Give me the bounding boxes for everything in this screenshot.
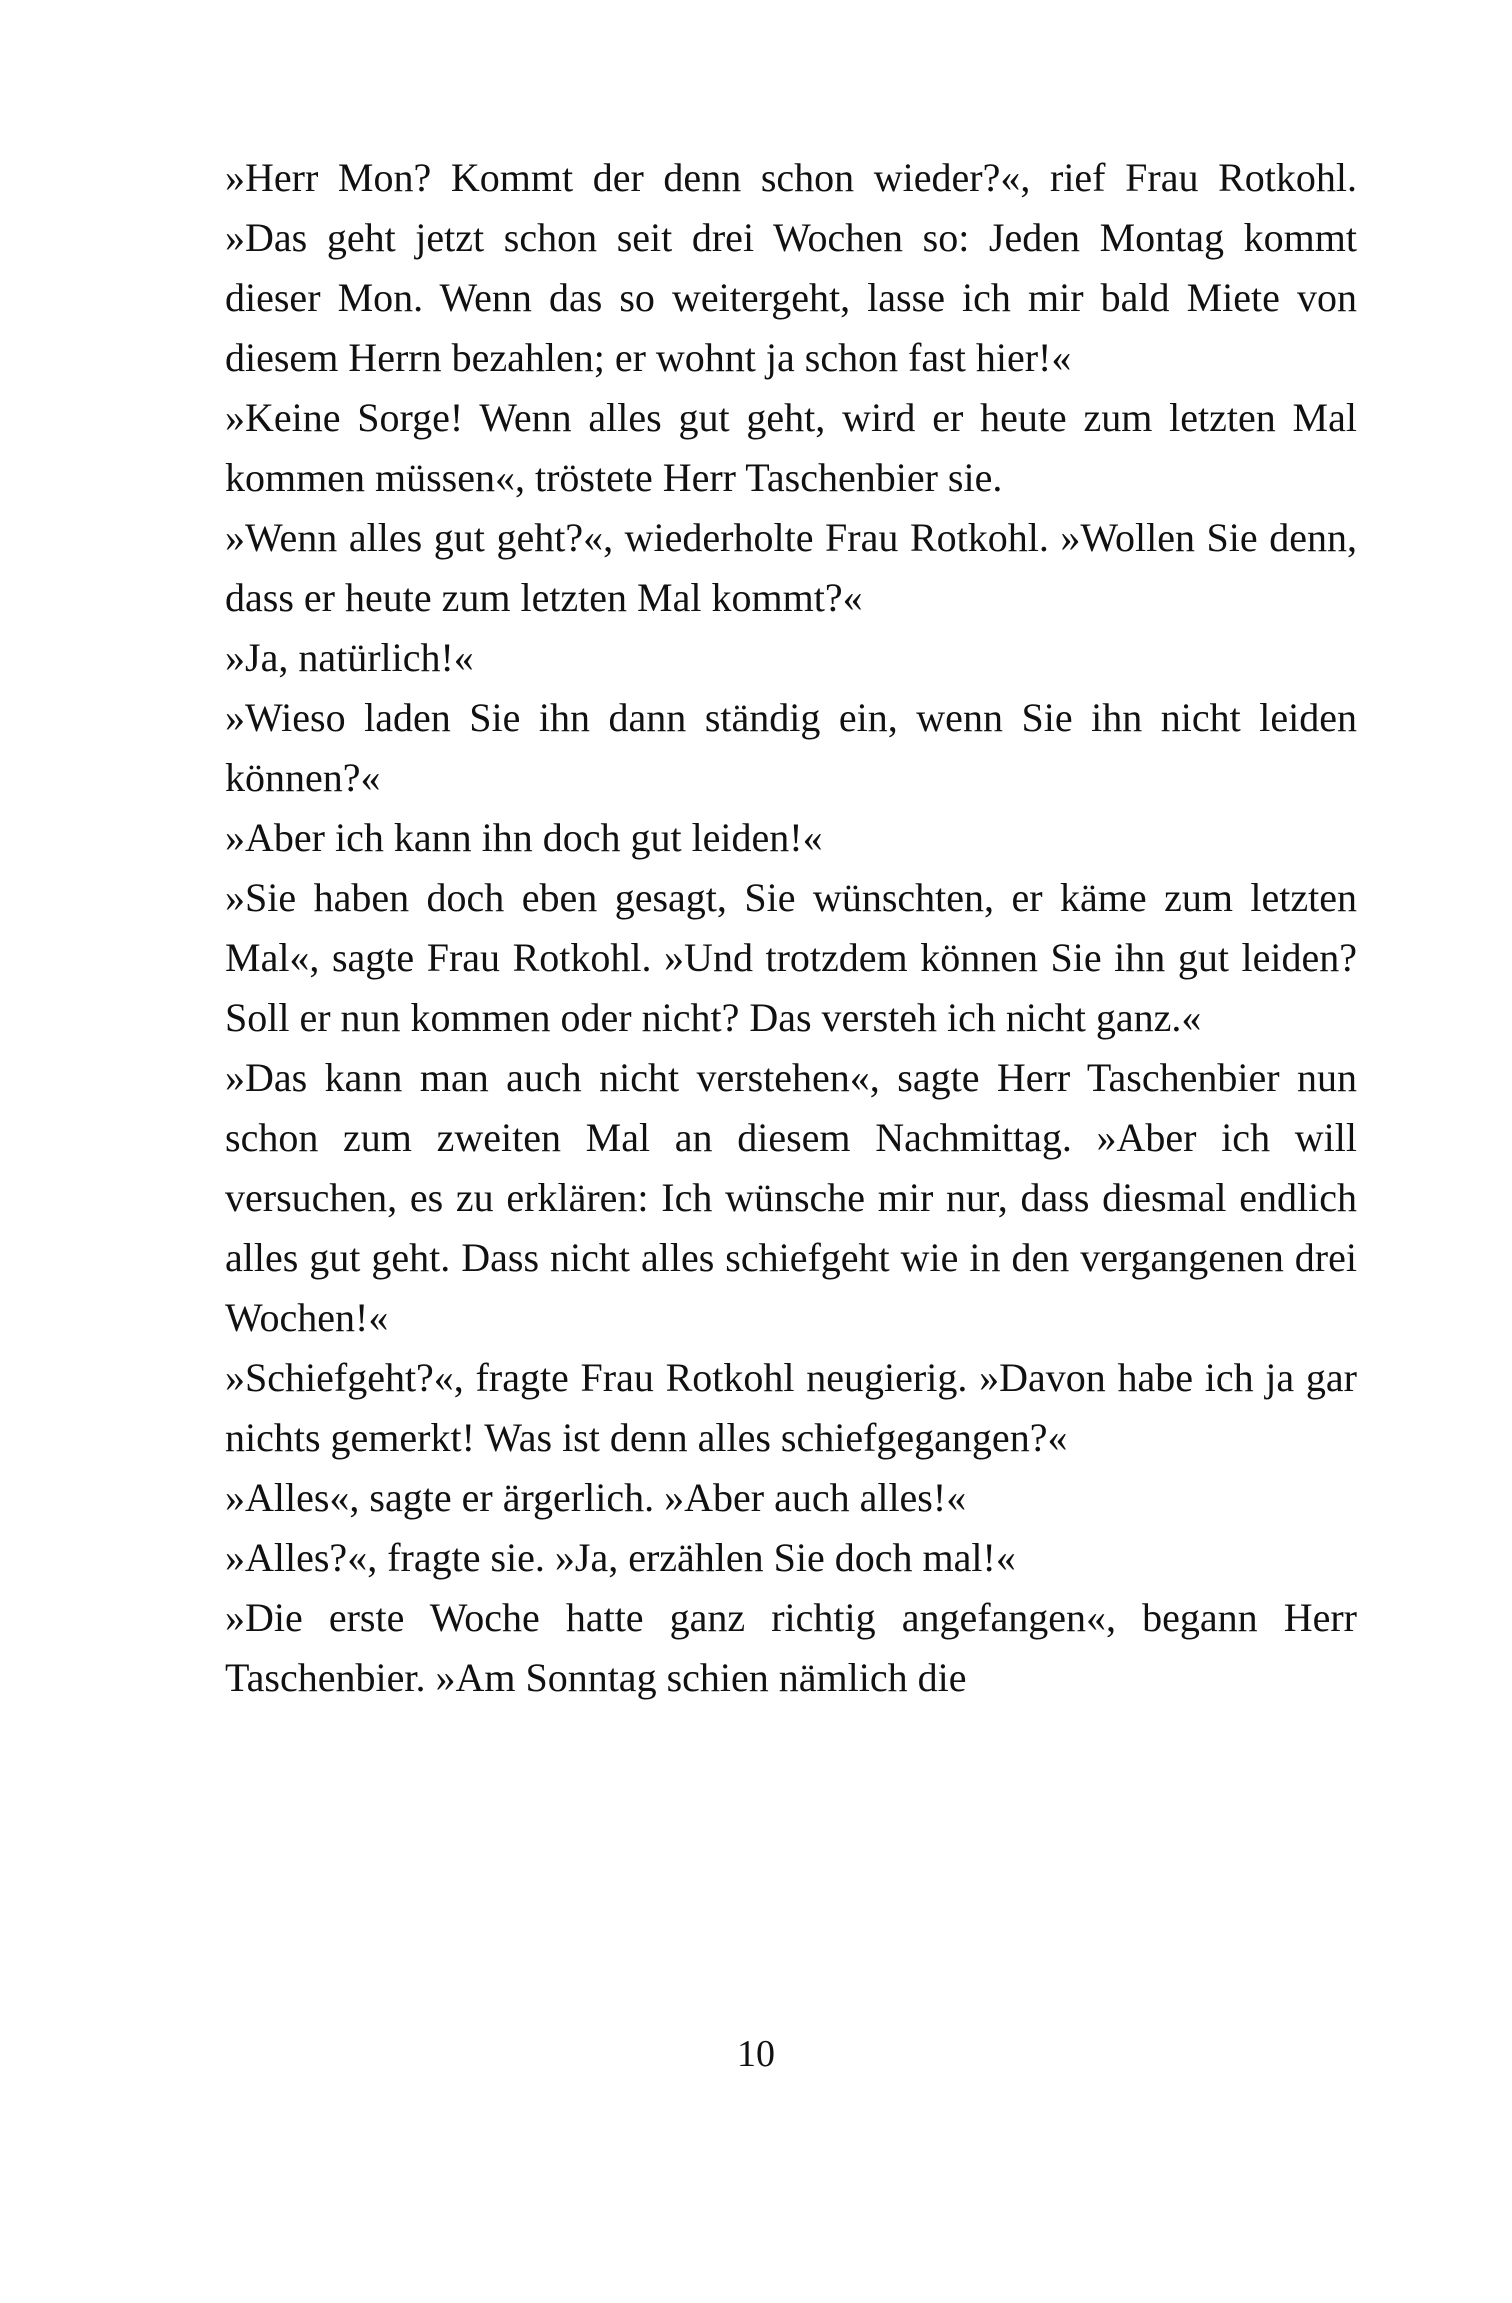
paragraph: »Ja, natürlich!« [225,635,474,680]
paragraph: »Wieso laden Sie ihn dann ständig ein, wenn Sie ihn nicht leiden können?« [225,695,1357,800]
paragraph: »Alles?«, fragte sie. »Ja, erzählen Sie doch mal!« [225,1535,1016,1580]
paragraph: »Sie haben doch eben gesagt, Sie wünschten, er käme zum letzten Mal«, sagte Frau Rotkohl. »Und trotzdem können Sie ihn gut leiden? Soll er nun kommen oder nicht? Das versteh ich nicht ganz.« [225,875,1357,1040]
page-number: 10 [737,2033,775,2075]
paragraph: »Aber ich kann ihn doch gut leiden!« [225,815,823,860]
paragraph: »Die erste Woche hatte ganz richtig angefangen«, begann Herr Taschenbier. »Am Sonntag schien nämlich die [225,1595,1357,1700]
paragraph: »Herr Mon? Kommt der denn schon wieder?«, rief Frau Rotkohl. »Das geht jetzt schon seit drei Wochen so: Jeden Montag kommt dieser Mon. Wenn das so weitergeht, lasse ich mir bald Miete von diesem Herrn bezahlen; er wohnt ja schon fast hier!« [225,155,1357,380]
paragraph: »Wenn alles gut geht?«, wiederholte Frau Rotkohl. »Wollen Sie denn, dass er heute zum letzten Mal kommt?« [225,515,1357,620]
paragraph: »Das kann man auch nicht verstehen«, sagte Herr Taschenbier nun schon zum zweiten Mal an diesem Nachmittag. »Aber ich will versuchen, es zu erklären: Ich wünsche mir nur, dass diesmal endlich alles gut geht. Dass nicht alles schiefgeht wie in den vergangenen drei Wochen!« [225,1055,1357,1340]
body-text-block [225,148,1357,1708]
paragraph: »Alles«, sagte er ärgerlich. »Aber auch alles!« [225,1475,967,1520]
paragraph: »Schiefgeht?«, fragte Frau Rotkohl neugierig. »Davon habe ich ja gar nichts gemerkt! Was ist denn alles schiefgegangen?« [225,1355,1357,1460]
paragraph: »Keine Sorge! Wenn alles gut geht, wird er heute zum letzten Mal kommen müssen«, tröstete Herr Taschenbier sie. [225,395,1357,500]
